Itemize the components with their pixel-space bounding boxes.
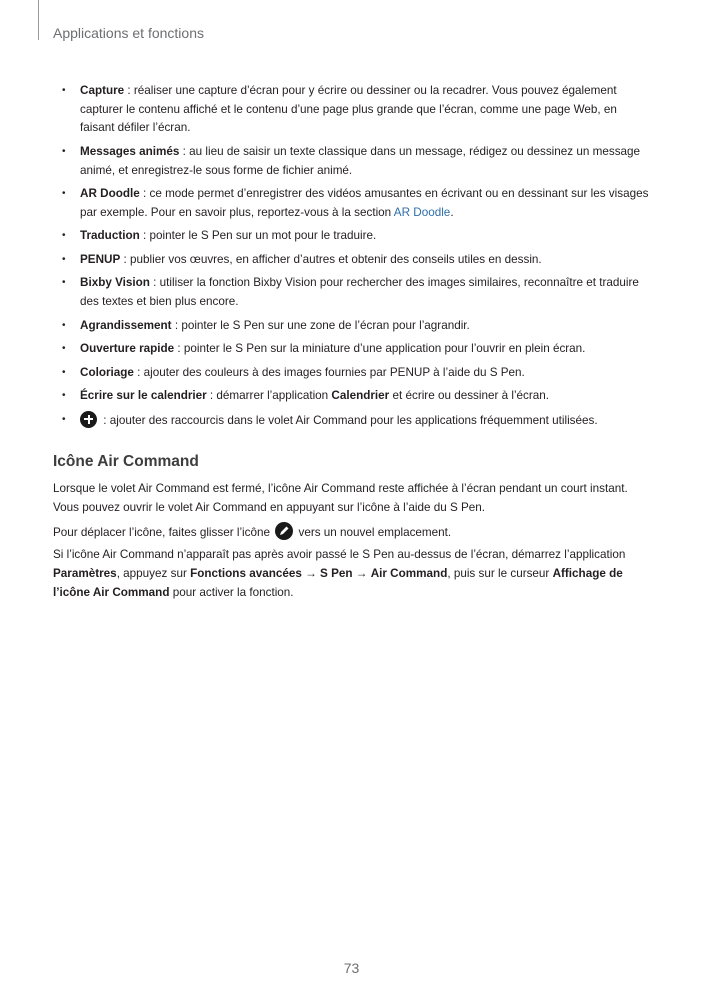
arrow-separator: →	[301, 567, 321, 581]
term: Traduction	[80, 229, 140, 243]
arrow-separator: →	[352, 567, 371, 581]
description: : publier vos œuvres, en afficher d’autres et obtenir des conseils utiles en dessin.	[120, 252, 542, 266]
plus-circle-icon	[80, 411, 97, 428]
term: Bixby Vision	[80, 276, 150, 290]
feature-list	[53, 82, 653, 430]
running-header: Applications et fonctions	[53, 25, 204, 41]
description: : ajouter des couleurs à des images fournies par PENUP à l’aide du S Pen.	[133, 365, 525, 379]
text-segment: , puis sur le curseur	[447, 567, 553, 581]
list-item-capture	[53, 82, 653, 138]
term: PENUP	[80, 252, 121, 266]
description: : réaliser une capture d’écran pour y écrire ou dessiner ou la recadrer. Vous pouvez également capturer le contenu affiché et le contenu d’une page plus grande que l’écran, comme une page Web, en faisant défiler l’écran.	[80, 84, 617, 135]
description: : démarrer l’application	[206, 389, 332, 403]
description: : au lieu de saisir un texte classique dans un message, rédigez ou dessinez un message animé, et enregistrez-le sous forme de fichier animé.	[80, 144, 641, 177]
page-number: 73	[343, 960, 360, 976]
bullet-icon: •	[62, 343, 66, 355]
bullet-icon: •	[62, 230, 66, 242]
list-item-ouverture-rapide	[53, 340, 653, 359]
bullet-icon: •	[62, 319, 66, 331]
description: : pointer le S Pen sur un mot pour le traduire.	[139, 229, 377, 243]
bullet-icon: •	[62, 145, 66, 157]
bullet-icon: •	[62, 277, 66, 289]
list-item-bixby-vision	[53, 274, 653, 311]
paragraph-3	[53, 546, 653, 602]
bullet-icon: •	[62, 366, 66, 378]
term: Coloriage	[80, 365, 134, 379]
list-item-ecrire-calendrier	[53, 387, 653, 406]
term: AR Doodle	[80, 187, 140, 201]
description: : pointer le S Pen sur une zone de l’écran pour l’agrandir.	[171, 318, 470, 332]
list-item-messages-animes	[53, 143, 653, 180]
paragraph-2-start: Pour déplacer l’icône, faites glisser l’icône	[53, 525, 274, 539]
term: Messages animés	[80, 144, 180, 158]
term: Ouverture rapide	[80, 342, 175, 356]
bullet-icon: •	[62, 390, 66, 402]
bullet-icon: •	[62, 188, 66, 200]
description: : ajouter des raccourcis dans le volet Air Command pour les applications fréquemment utilisées.	[100, 413, 598, 427]
paragraph-2-end: vers un nouvel emplacement.	[295, 525, 452, 539]
menu-path-air-command: Air Command	[370, 567, 448, 581]
bullet-icon: •	[62, 85, 66, 96]
menu-path-fonctions-avancees: Fonctions avancées	[190, 567, 302, 581]
description: : utiliser la fonction Bixby Vision pour rechercher des images similaires, reconnaître et traduire des textes et bien plus encore.	[80, 276, 639, 309]
description-end: et écrire ou dessiner à l’écran.	[389, 389, 550, 403]
section-title: Icône Air Command	[53, 453, 199, 471]
paragraph-1: Lorsque le volet Air Command est fermé, l’icône Air Command reste affichée à l’écran pendant un court instant. Vous pouvez ouvrir le volet Air Command en appuyant sur l’icône à l’aide du S Pen.	[53, 482, 628, 514]
paragraph-2	[53, 522, 653, 543]
term: Agrandissement	[80, 318, 172, 332]
text-segment: pour activer la fonction.	[169, 585, 294, 599]
bullet-icon: •	[62, 413, 66, 425]
text-segment: , appuyez sur	[116, 567, 191, 581]
ar-doodle-link[interactable]: AR Doodle	[393, 205, 451, 219]
list-item-traduction	[53, 227, 653, 246]
pen-circle-icon	[275, 522, 293, 540]
description-end: .	[450, 205, 454, 219]
term: Capture	[80, 84, 125, 97]
menu-path-parametres: Paramètres	[53, 567, 117, 581]
text-segment: Si l’icône Air Command n’apparaît pas après avoir passé le S Pen au-dessus de l’écran, démarrez l’application	[53, 548, 626, 562]
setting-affichage-icone: Affichage de l’icône Air Command	[53, 567, 623, 599]
menu-path-s-pen: S Pen	[320, 567, 353, 581]
bullet-icon: •	[62, 253, 66, 265]
list-item-ar-doodle	[53, 185, 653, 222]
description: : ce mode permet d’enregistrer des vidéos amusantes en écrivant ou en dessinant sur les visages par exemple. Pour en savoir plus, reportez-vous à la section	[80, 187, 649, 219]
margin-rule	[38, 0, 39, 40]
list-item-coloriage	[53, 364, 653, 383]
term: Écrire sur le calendrier	[80, 389, 207, 403]
list-item-agrandissement	[53, 317, 653, 336]
list-item-penup	[53, 251, 653, 270]
calendrier-app-name: Calendrier	[331, 389, 390, 403]
list-item-add-shortcut	[53, 411, 653, 431]
description: : pointer le S Pen sur la miniature d’une application pour l’ouvrir en plein écran.	[174, 342, 586, 356]
page-content	[53, 82, 653, 606]
